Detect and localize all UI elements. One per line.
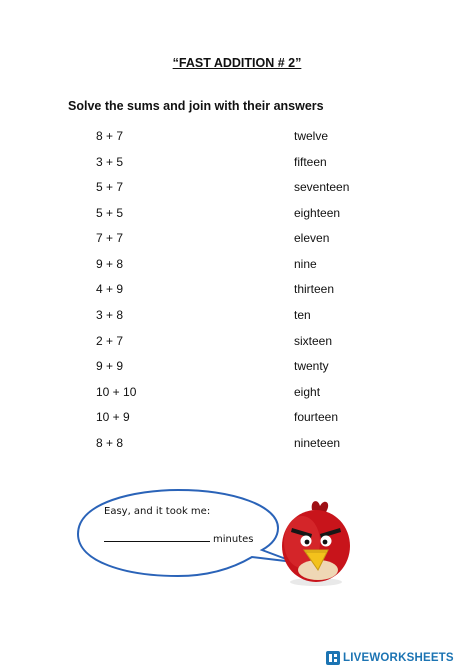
sum-item[interactable]: 5 + 7 bbox=[96, 180, 124, 194]
answer-item[interactable]: nineteen bbox=[294, 436, 341, 450]
match-row bbox=[0, 129, 474, 145]
liveworksheets-logo[interactable] bbox=[326, 651, 454, 665]
sum-item[interactable]: 9 + 8 bbox=[96, 257, 124, 271]
sum-item[interactable]: 2 + 7 bbox=[96, 334, 124, 348]
red-bird-plush-icon bbox=[276, 494, 356, 588]
bubble-text: Easy, and it took me: bbox=[104, 506, 211, 517]
answer-item[interactable]: sixteen bbox=[294, 334, 333, 348]
answer-item[interactable]: nine bbox=[294, 257, 317, 271]
match-row bbox=[0, 206, 474, 222]
sum-item[interactable]: 4 + 9 bbox=[96, 282, 124, 296]
answer-item[interactable]: ten bbox=[294, 308, 311, 322]
minutes-label: minutes bbox=[213, 534, 254, 545]
answer-item[interactable]: eighteen bbox=[294, 206, 341, 220]
match-row bbox=[0, 231, 474, 247]
match-row bbox=[0, 410, 474, 426]
match-row bbox=[0, 359, 474, 375]
answer-item[interactable]: eight bbox=[294, 385, 321, 399]
instruction-text: Solve the sums and join with their answers bbox=[68, 99, 324, 113]
answer-item[interactable]: thirteen bbox=[294, 282, 335, 296]
sum-item[interactable]: 3 + 8 bbox=[96, 308, 124, 322]
sum-item[interactable]: 8 + 7 bbox=[96, 129, 124, 143]
match-row bbox=[0, 257, 474, 273]
match-row bbox=[0, 180, 474, 196]
sum-item[interactable]: 10 + 10 bbox=[96, 385, 137, 399]
answer-item[interactable]: twelve bbox=[294, 129, 329, 143]
bubble-time-line bbox=[104, 530, 253, 545]
sum-item[interactable]: 9 + 9 bbox=[96, 359, 124, 373]
sum-item[interactable]: 10 + 9 bbox=[96, 410, 130, 424]
match-row bbox=[0, 436, 474, 452]
sum-item[interactable]: 5 + 5 bbox=[96, 206, 124, 220]
match-row bbox=[0, 385, 474, 401]
match-row bbox=[0, 282, 474, 298]
answer-item[interactable]: seventeen bbox=[294, 180, 350, 194]
match-row bbox=[0, 334, 474, 350]
match-row bbox=[0, 155, 474, 171]
liveworksheets-logo-text: LIVEWORKSHEETS bbox=[343, 652, 454, 664]
sum-item[interactable]: 7 + 7 bbox=[96, 231, 124, 245]
sum-item[interactable]: 3 + 5 bbox=[96, 155, 124, 169]
answer-item[interactable]: twenty bbox=[294, 359, 329, 373]
worksheet-title: “FAST ADDITION # 2” bbox=[172, 56, 302, 70]
answer-item[interactable]: eleven bbox=[294, 231, 330, 245]
answer-item[interactable]: fifteen bbox=[294, 155, 327, 169]
sum-item[interactable]: 8 + 8 bbox=[96, 436, 124, 450]
answer-item[interactable]: fourteen bbox=[294, 410, 339, 424]
liveworksheets-logo-icon bbox=[326, 651, 340, 665]
minutes-blank[interactable] bbox=[104, 530, 210, 542]
match-row bbox=[0, 308, 474, 324]
